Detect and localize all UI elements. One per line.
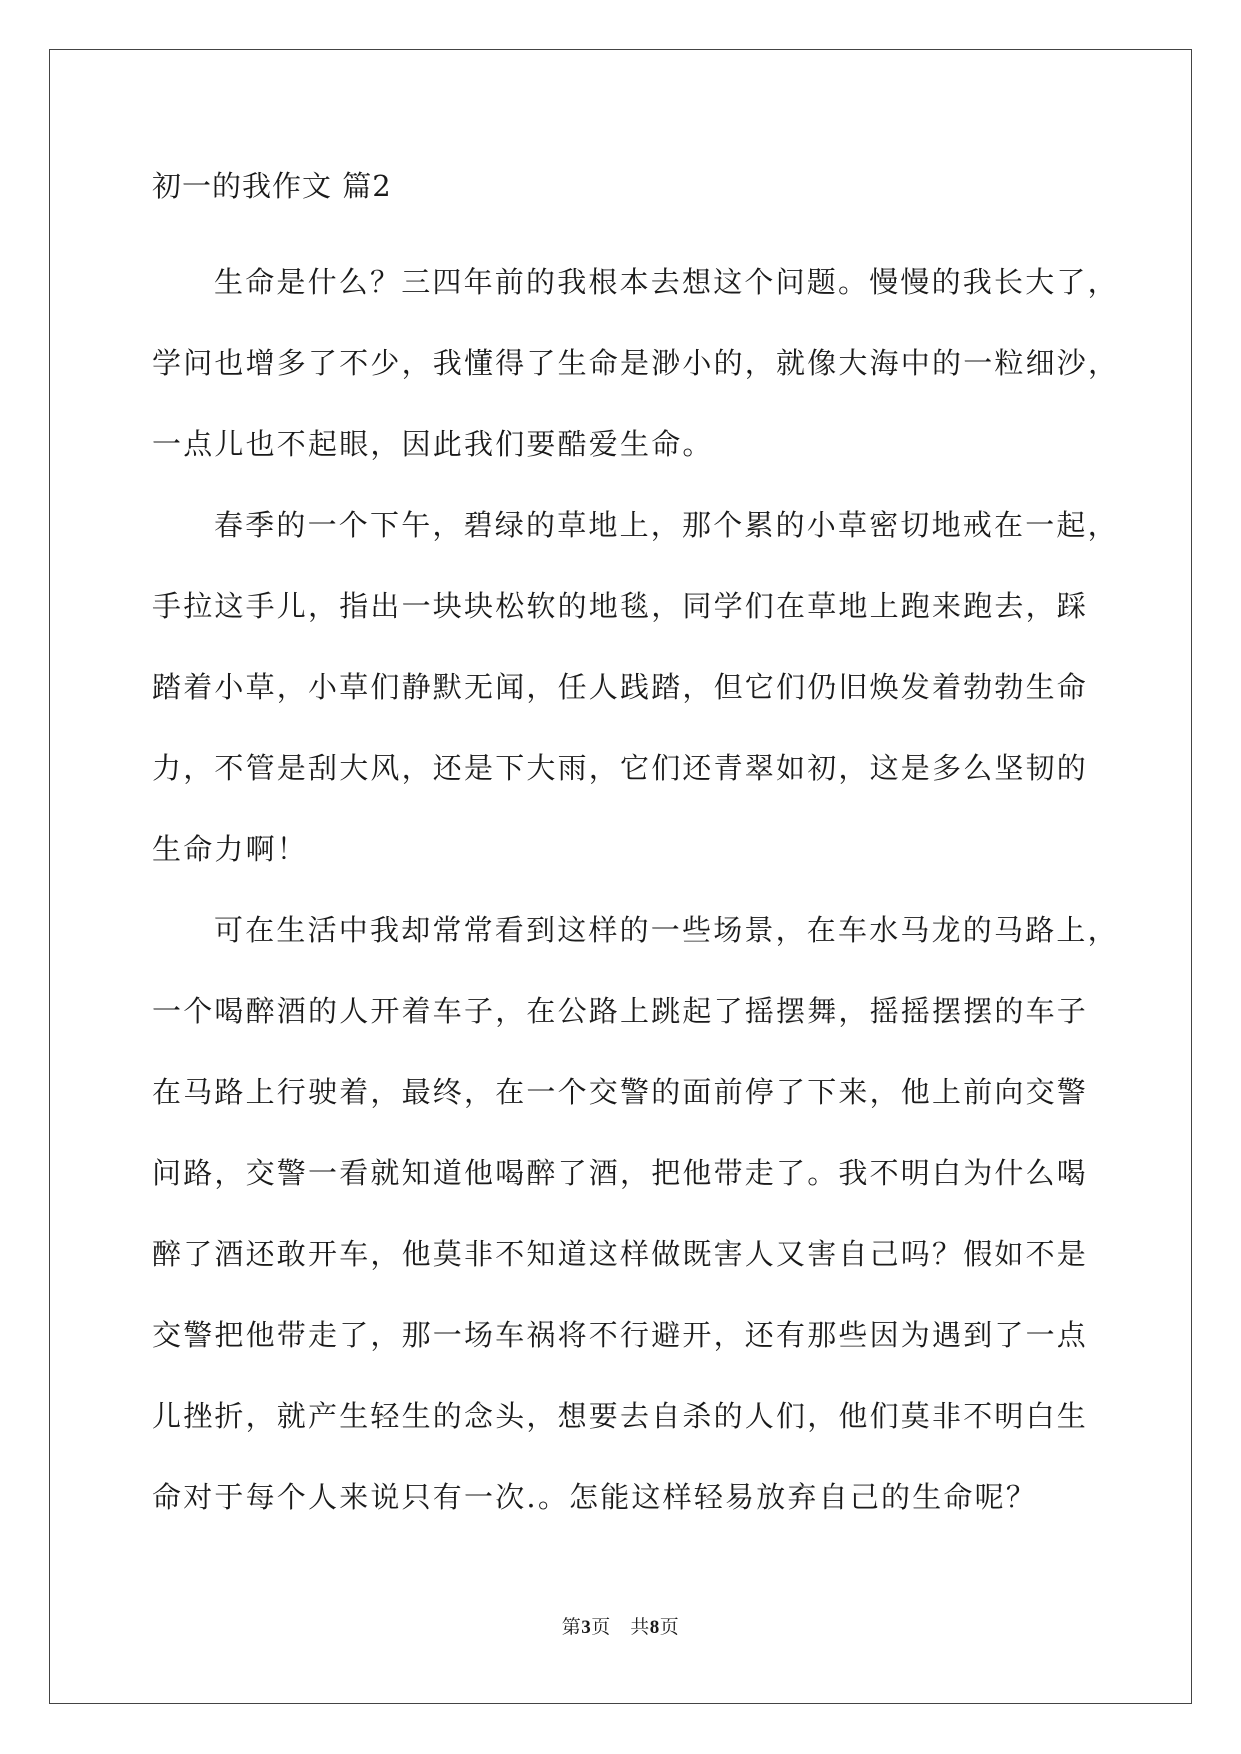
- text-line: 一点儿也不起眼，因此我们要酷爱生命。: [152, 427, 714, 461]
- text-line: 儿挫折，就产生轻生的念头，想要去自杀的人们，他们莫非不明白生: [152, 1399, 1089, 1433]
- text-line: 在马路上行驶着，最终，在一个交警的面前停了下来，他上前向交警: [152, 1075, 1089, 1109]
- text-line: 可在生活中我却常常看到这样的一些场景，在车水马龙的马路上，: [214, 913, 1119, 947]
- page-mid: 页 共: [591, 1616, 650, 1638]
- text-line: 学问也增多了不少，我懂得了生命是渺小的，就像大海中的一粒细沙，: [152, 346, 1120, 380]
- text-line: 交警把他带走了，那一场车祸将不行避开，还有那些因为遇到了一点: [152, 1318, 1089, 1352]
- total-page-number: 8: [649, 1617, 660, 1638]
- paragraph-2: [152, 485, 1119, 890]
- text-line: 问路，交警一看就知道他喝醉了酒，把他带走了。我不明白为什么喝: [152, 1156, 1089, 1190]
- paragraph-3: [152, 890, 1119, 1538]
- text-line: 力，不管是刮大风，还是下大雨，它们还青翠如初，这是多么坚韧的: [152, 751, 1089, 785]
- document-body: [152, 166, 1120, 1538]
- current-page-number: 3: [581, 1617, 592, 1638]
- text-line: 一个喝醉酒的人开着车子，在公路上跳起了摇摆舞，摇摇摆摆的车子: [152, 994, 1089, 1028]
- text-line: 命对于每个人来说只有一次.。怎能这样轻易放弃自己的生命呢？: [152, 1480, 1038, 1514]
- text-line: 手拉这手儿，指出一块块松软的地毯，同学们在草地上跑来跑去，踩: [152, 589, 1089, 623]
- page-suffix: 页: [659, 1616, 680, 1638]
- page-number-footer: [0, 1615, 1241, 1640]
- text-line: 踏着小草，小草们静默无闻，任人践踏，但它们仍旧焕发着勃勃生命: [152, 670, 1089, 704]
- document-title: 初一的我作文 篇2: [152, 169, 392, 203]
- text-line: 春季的一个下午，碧绿的草地上，那个累的小草密切地戒在一起，: [214, 508, 1119, 542]
- page-prefix: 第: [561, 1616, 582, 1638]
- text-line: 生命力啊！: [152, 832, 309, 866]
- text-line: 生命是什么？三四年前的我根本去想这个问题。慢慢的我长大了，: [214, 265, 1119, 299]
- text-line: 醉了酒还敢开车，他莫非不知道这样做既害人又害自己吗？假如不是: [152, 1237, 1089, 1271]
- paragraph-1: [152, 242, 1120, 485]
